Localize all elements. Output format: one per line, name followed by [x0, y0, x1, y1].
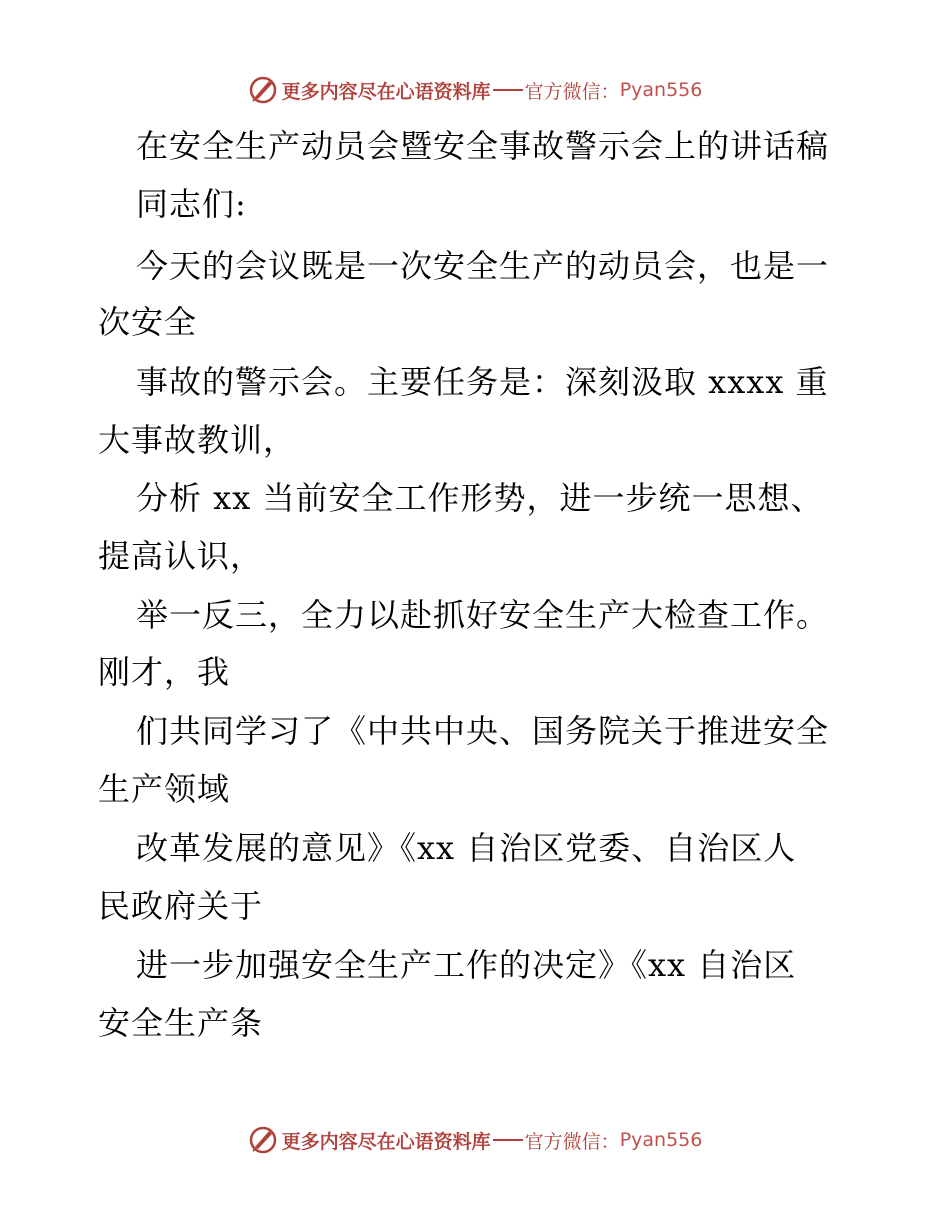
banner-wechat-label: 官方微信： — [524, 80, 620, 103]
paragraph-line: 分析 xx 当前安全工作形势，进一步统一思想、 — [136, 479, 824, 517]
document-title: 在安全生产动员会暨安全事故警示会上的讲话稿 — [136, 127, 830, 165]
banner-text: 更多内容尽在心语资料库 — [281, 1130, 491, 1153]
paragraph-line: 进一步加强安全生产工作的决定》《xx 自治区 — [136, 946, 797, 984]
paragraph-line: 刚才，我 — [98, 653, 231, 691]
paragraph-line: 大事故教训， — [98, 421, 297, 459]
banner-text: 更多内容尽在心语资料库 — [281, 80, 491, 103]
paragraph-line: 们共同学习了《中共中央、国务院关于推进安全 — [136, 712, 830, 750]
paragraph-line: 今天的会议既是一次安全生产的动员会，也是一 — [136, 247, 830, 285]
banner-wechat-id: Pyan556 — [619, 79, 703, 101]
banner-dash — [493, 89, 523, 91]
paragraph-line: 安全生产条 — [98, 1004, 264, 1042]
paragraph-line: 提高认识， — [98, 537, 264, 575]
banner-wechat-id: Pyan556 — [619, 1129, 703, 1151]
paragraph-line: 次安全 — [98, 303, 198, 341]
paragraph-line: 生产领域 — [98, 770, 231, 808]
quill-pen-logo-icon — [248, 1125, 278, 1155]
banner-dash — [493, 1139, 523, 1141]
salutation: 同志们: — [136, 185, 247, 223]
paragraph-line: 民政府关于 — [98, 887, 264, 925]
paragraph-line: 事故的警示会。主要任务是：深刻汲取 xxxx 重 — [136, 363, 829, 401]
paragraph-line: 改革发展的意见》《xx 自治区党委、自治区人 — [136, 829, 797, 867]
paragraph-line: 举一反三，全力以赴抓好安全生产大检查工作。 — [136, 596, 830, 634]
header-banner — [0, 72, 950, 108]
quill-pen-logo-icon — [248, 75, 278, 105]
banner-wechat-label: 官方微信： — [524, 1130, 620, 1153]
footer-banner — [0, 1122, 950, 1158]
